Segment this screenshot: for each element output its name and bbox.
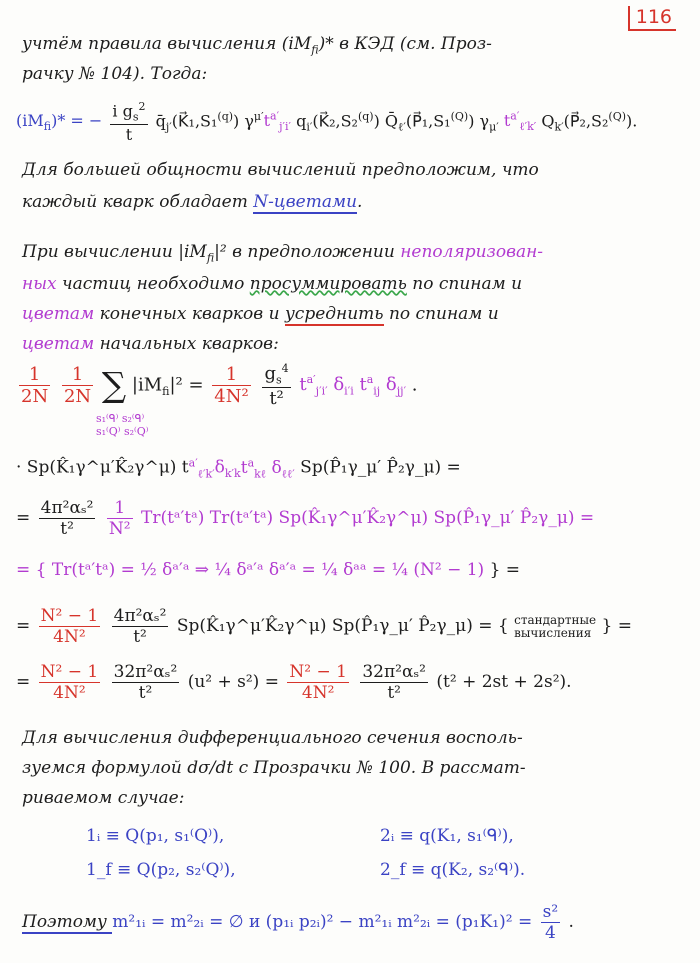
n2-minus-1-fraction-3: $\frac{\text{N² − 1}}{\text{4N²}}$ <box>289 662 347 703</box>
formula-segment: · Sp(K̂₁γ^μ′K̂₂γ^μ) t <box>16 457 189 478</box>
coupling-fraction: $\frac{i g_s^2}{t}$ <box>112 100 146 144</box>
text-segment: по спинам и <box>406 274 523 294</box>
formula-segment: ¼ δᵃ′ᵃ δᵃ′ᵃ = ¼ δᵃᵃ = ¼ (N² − 1) <box>214 560 485 580</box>
coupling-fraction-4n2: $\frac{1}{\text{4N²}}$ <box>214 363 249 407</box>
text-line-1: учтём правила вычисления $(iM_{fi})*$ в КЭД (см. Проз- <box>22 34 492 57</box>
text-segment: цветам <box>22 304 95 324</box>
text-line-8 <box>22 304 680 324</box>
pi-alpha-fraction: $\frac{\text{4π²αₛ²}}{\text{t²}}$ <box>40 498 94 539</box>
pi-alpha-fraction-2: $\frac{\text{4π²αₛ²}}{\text{t²}}$ <box>113 606 167 647</box>
formula-segment: } = <box>601 616 633 636</box>
text-line-9 <box>22 334 680 354</box>
unpolarized-highlight: неполяризован- <box>400 242 544 262</box>
formula-segment: (u² + s²) = <box>187 672 279 692</box>
sum-symbol: ∑ <box>101 365 127 406</box>
standard-calculations-note: стандартные вычисления <box>514 612 597 640</box>
text-segment: цветам <box>22 334 95 354</box>
trace-line-2: = $\frac{\text{4π²αₛ²}}{\text{t²}}$ $\frac{1}{\text{N²}}$ Tr(tᵃ′tᵃ) Tr(tᵃ′tᵃ) Sp(K̂₁γ^μ′K̂₂γ^μ) Sp(P̂₁γ_μ′ P̂₂γ_μ) = <box>16 498 595 539</box>
text-segment: учтём правила вычисления (iM <box>22 34 312 54</box>
text-segment: При вычислении |iM <box>22 242 207 262</box>
thirtytwo-pi-fraction-2: $\frac{\text{32π²αₛ²}}{\text{t²}}$ <box>362 662 426 703</box>
text-line-2: рачку № 104). Тогда: <box>22 64 208 84</box>
gs4-over-t2: $\frac{g_s^4}{\text{t²}}$ <box>264 362 289 409</box>
amplitude-conjugate-formula: $(iM_{fi})*$ = − $\frac{i g_s^2}{t}$ $q̄_{j'}(K⃗_1,S_1^{(q)})$ $\gamma^{\mu'}t^{a'}_{j'i'}$ $q_{i'}(K⃗_2,S_2^{(q)})$ $Q̄_{\ell'}(P⃗_1,S_1^{(Q)})$ $\gamma_{\mu'}$ $t^{a'}_{\ell'k'}$ $Q_{k'}(P⃗_2,S_2^{(Q)})$. <box>16 100 638 144</box>
trace-line-5: = $\frac{\text{N² − 1}}{\text{4N²}}$ $\frac{\text{32π²αₛ²}}{\text{t²}}$ (u² + s²) = $\frac{\text{N² − 1}}{\text{4N²}}$ $\frac{\text{32π²αₛ²}}{\text{t²}}$ (t² + 2st + 2s²). <box>16 662 572 703</box>
sum-over-highlight: просуммировать <box>249 274 407 294</box>
one-over-n2: $\frac{1}{\text{N²}}$ <box>108 498 131 539</box>
text-segment: каждый кварк обладает <box>22 192 254 212</box>
amplitude-lhs: $(iM_{fi})*$ = − <box>16 111 103 134</box>
text-segment: конечных кварков и <box>94 304 285 324</box>
formula-segment: Sp(P̂₁γ_μ′ P̂₂γ_μ) = <box>294 457 461 478</box>
text-segment: начальных кварков: <box>94 334 279 354</box>
text-line-16: Для вычисления дифференциального сечения восполь- <box>22 728 523 748</box>
text-line-4: Для большей общности вычислений предположим, что <box>22 160 539 180</box>
s2-over-4: $\frac{\text{s²}}{4}$ <box>542 902 559 943</box>
text-line-7 <box>22 274 680 294</box>
text-line-17: зуемся формулой dσ/dt с Прозрачки № 100. В рассмат- <box>22 758 526 778</box>
formula-segment: Tr(tᵃ′tᵃ) Tr(tᵃ′tᵃ) Sp(K̂₁γ^μ′K̂₂γ^μ) Sp(P̂₁γ_μ′ P̂₂γ_μ) = <box>141 508 595 528</box>
averaged-amplitude-formula: $\frac{1}{2N}$ $\frac{1}{2N}$ ∑ $|iM_{fi}|^2$ = $\frac{1}{\text{4N²}}$ $\frac{g_s^4}{\text{t²}}$ $t^{a'}_{j'i'}$ $\delta_{i'i}$ $t^a_{ij}$ $\delta_{jj'}$ . <box>21 362 418 409</box>
text-segment: |² в предположении <box>214 242 401 262</box>
thirtytwo-pi-fraction: $\frac{\text{32π²αₛ²}}{\text{t²}}$ <box>113 662 178 703</box>
trace-line-3 <box>16 560 520 580</box>
kinematics-line: Поэтому m²₁ᵢ = m²₂ᵢ = ∅ и (p₁ᵢ p₂ᵢ)² − m²₁ᵢ m²₂ᵢ = (p₁K₁)² = $\frac{\text{s²}}{4}$ . <box>22 902 574 943</box>
initial-state-1: 1ᵢ ≡ Q(p₁, s₁⁽Q⁾), <box>86 826 225 846</box>
n2-minus-1-fraction-2: $\frac{\text{N² − 1}}{\text{4N²}}$ <box>40 662 99 703</box>
text-line-18: риваемом случае: <box>22 788 185 808</box>
text-segment: )* в КЭД (см. Проз- <box>318 34 492 54</box>
fraction-1-2n: $\frac{1}{2N}$ <box>21 363 49 407</box>
sum-indices: s₁⁽ᑫ⁾ s₂⁽ᑫ⁾ s₁⁽Q⁾ s₂⁽Q⁾ <box>96 412 149 438</box>
text-segment: ных <box>22 274 57 294</box>
n-colors-highlight: N-цветами <box>253 192 358 212</box>
therefore-word: Поэтому <box>22 912 113 932</box>
formula-segment: Sp(K̂₁γ^μ′K̂₂γ^μ) Sp(P̂₁γ_μ′ P̂₂γ_μ) = { <box>176 616 509 636</box>
final-state-1: 1_f ≡ Q(p₂, s₂⁽Q⁾), <box>86 860 236 880</box>
page-number: 116 <box>628 6 676 31</box>
text-segment: частиц необходимо <box>56 274 250 294</box>
formula-segment: m²₁ᵢ = m²₂ᵢ = ∅ и (p₁ᵢ p₂ᵢ)² − m²₁ᵢ m²₂ᵢ = (p₁K₁)² = <box>112 912 538 932</box>
text-segment: по спинам и <box>383 304 499 324</box>
trace-line-4: = $\frac{\text{N² − 1}}{\text{4N²}}$ $\frac{\text{4π²αₛ²}}{\text{t²}}$ Sp(K̂₁γ^μ′K̂₂γ^μ) Sp(P̂₁γ_μ′ P̂₂γ_μ) = { стандартные вычисления } = <box>16 606 633 647</box>
trace-product-line: · Sp(K̂₁γ^μ′K̂₂γ^μ) $t^{a'}_{\ell'k'}\delta_{k'k}t^a_{k\ell}$ $\delta_{\ell\ell'}$ Sp(P̂₁γ_μ′ P̂₂γ_μ) = <box>16 456 461 481</box>
text-line-6: При вычислении $|iM_{fi}|^2$ в предположении неполяризован- <box>22 242 544 265</box>
formula-segment: (t² + 2st + 2s²). <box>436 672 572 692</box>
formula-segment: } = <box>484 560 521 580</box>
text-line-5: каждый кварк обладает N-цветами. <box>22 192 363 212</box>
formula-segment: = { Tr(tᵃ′tᵃ) = ½ δᵃ′ᵃ ⇒ <box>16 560 215 580</box>
final-state-2: 2_f ≡ q(K₂, s₂⁽ᑫ⁾). <box>380 860 526 880</box>
n2-minus-1-fraction: $\frac{\text{N² − 1}}{\text{4N²}}$ <box>40 606 99 647</box>
fraction-1-2n-second: $\frac{1}{2N}$ <box>63 363 92 407</box>
initial-state-2: 2ᵢ ≡ q(K₁, s₁⁽ᑫ⁾), <box>380 826 514 846</box>
quark-spinor-text: q̄ <box>155 111 166 131</box>
average-highlight: усреднить <box>284 304 384 324</box>
